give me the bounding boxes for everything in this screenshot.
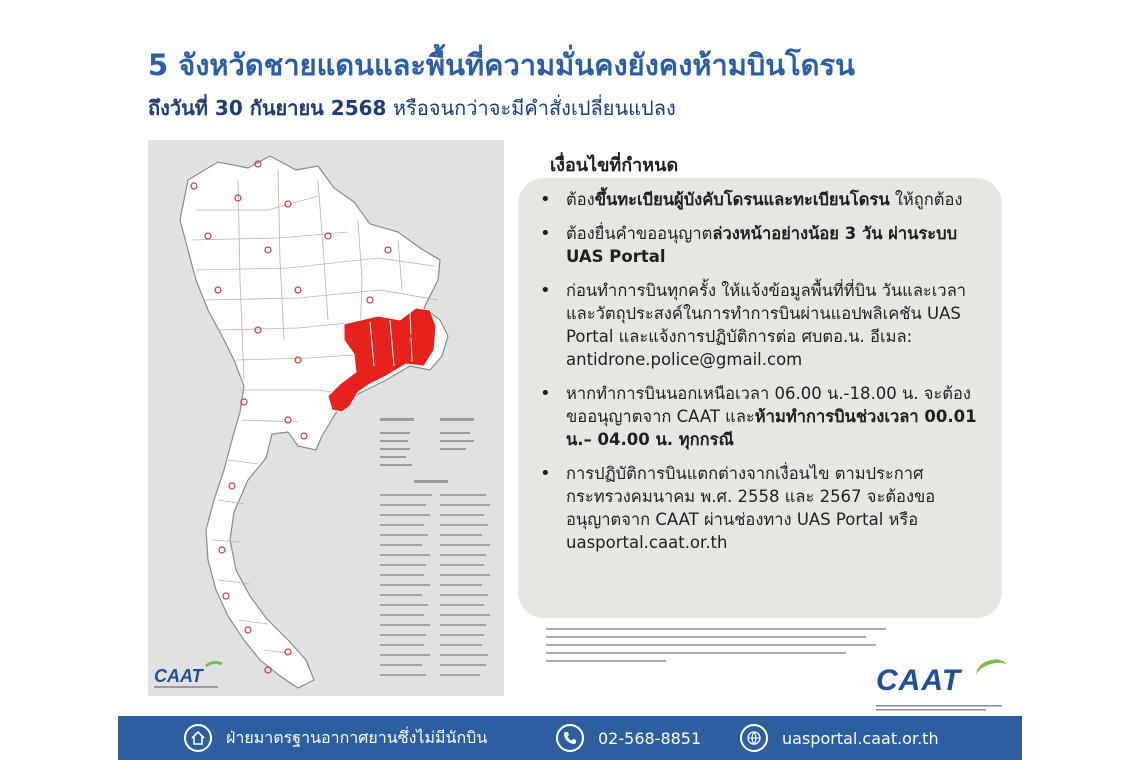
footer-department xyxy=(184,716,487,760)
footer-website[interactable] xyxy=(740,716,939,760)
phone-icon xyxy=(556,724,584,752)
legal-notice xyxy=(546,626,906,666)
condition-item: • ต้องขึ้นทะเบียนผู้บังคับโดรนและทะเบียนโดรน ให้ถูกต้อง xyxy=(566,188,980,211)
thailand-outline xyxy=(180,156,448,688)
phone-number[interactable]: 02-568-8851 xyxy=(598,728,702,748)
page-title: 5 จังหวัดชายแดนและพื้นที่ความมั่นคงยังคงห้ามบินโดรน xyxy=(148,48,855,82)
thailand-map xyxy=(148,140,504,696)
conditions-heading: เงื่อนไขที่กำหนด xyxy=(550,155,679,176)
conditions-list xyxy=(518,178,1002,554)
subtitle-date: ถึงวันที่ 30 กันยายน 2568 xyxy=(148,96,387,120)
footer-bar xyxy=(118,716,1022,760)
page-subtitle xyxy=(148,92,676,124)
condition-item: • ต้องยื่นคำขออนุญาตล่วงหน้าอย่างน้อย 3 วัน ผ่านระบบ UAS Portal xyxy=(566,222,980,268)
map-legend xyxy=(380,418,474,483)
infographic xyxy=(118,0,1022,760)
subtitle-rest: หรือจนกว่าจะมีคำสั่งเปลี่ยนแปลง xyxy=(386,96,676,120)
svg-text:CAAT: CAAT xyxy=(154,666,203,686)
caat-wordmark: CAAT xyxy=(876,664,962,697)
home-icon xyxy=(184,724,212,752)
condition-item: • หากทำการบินนอกเหนือเวลา 06.00 น.-18.00 น. จะต้องขออนุญาตจาก CAAT และห้ามทำการบินช่วงเวลา 00.01 น.– 04.00 น. ทุกกรณี xyxy=(566,382,980,451)
condition-item: • ก่อนทำการบินทุกครั้ง ให้แจ้งข้อมูลพื้นที่ที่บิน วันและเวลา และวัตถุประสงค์ในการทำการบินผ่านแอปพลิเคชัน UAS Portal และแจ้งการปฏิบัติการต่อ ศบตอ.น. อีเมล: antidrone.police@gmail.com xyxy=(566,279,980,371)
globe-icon xyxy=(740,724,768,752)
caat-logo xyxy=(876,664,1006,717)
condition-item: • การปฏิบัติการบินแตกต่างจากเงื่อนไข ตามประกาศกระทรวงคมนาคม พ.ศ. 2558 และ 2567 จะต้องขออนุญาตจาก CAAT ผ่านช่องทาง UAS Portal หรือ uasportal.caat.or.th xyxy=(566,462,980,554)
thailand-map-panel xyxy=(148,140,504,696)
caat-tagline xyxy=(876,703,1006,713)
map-list xyxy=(380,494,490,676)
conditions-box xyxy=(518,178,1002,618)
caat-map-logo xyxy=(154,662,222,688)
website-link[interactable]: uasportal.caat.or.th xyxy=(782,728,939,748)
footer-phone[interactable] xyxy=(556,716,701,760)
department-label: ฝ่ายมาตรฐานอากาศยานซึ่งไม่มีนักบิน xyxy=(226,727,488,747)
